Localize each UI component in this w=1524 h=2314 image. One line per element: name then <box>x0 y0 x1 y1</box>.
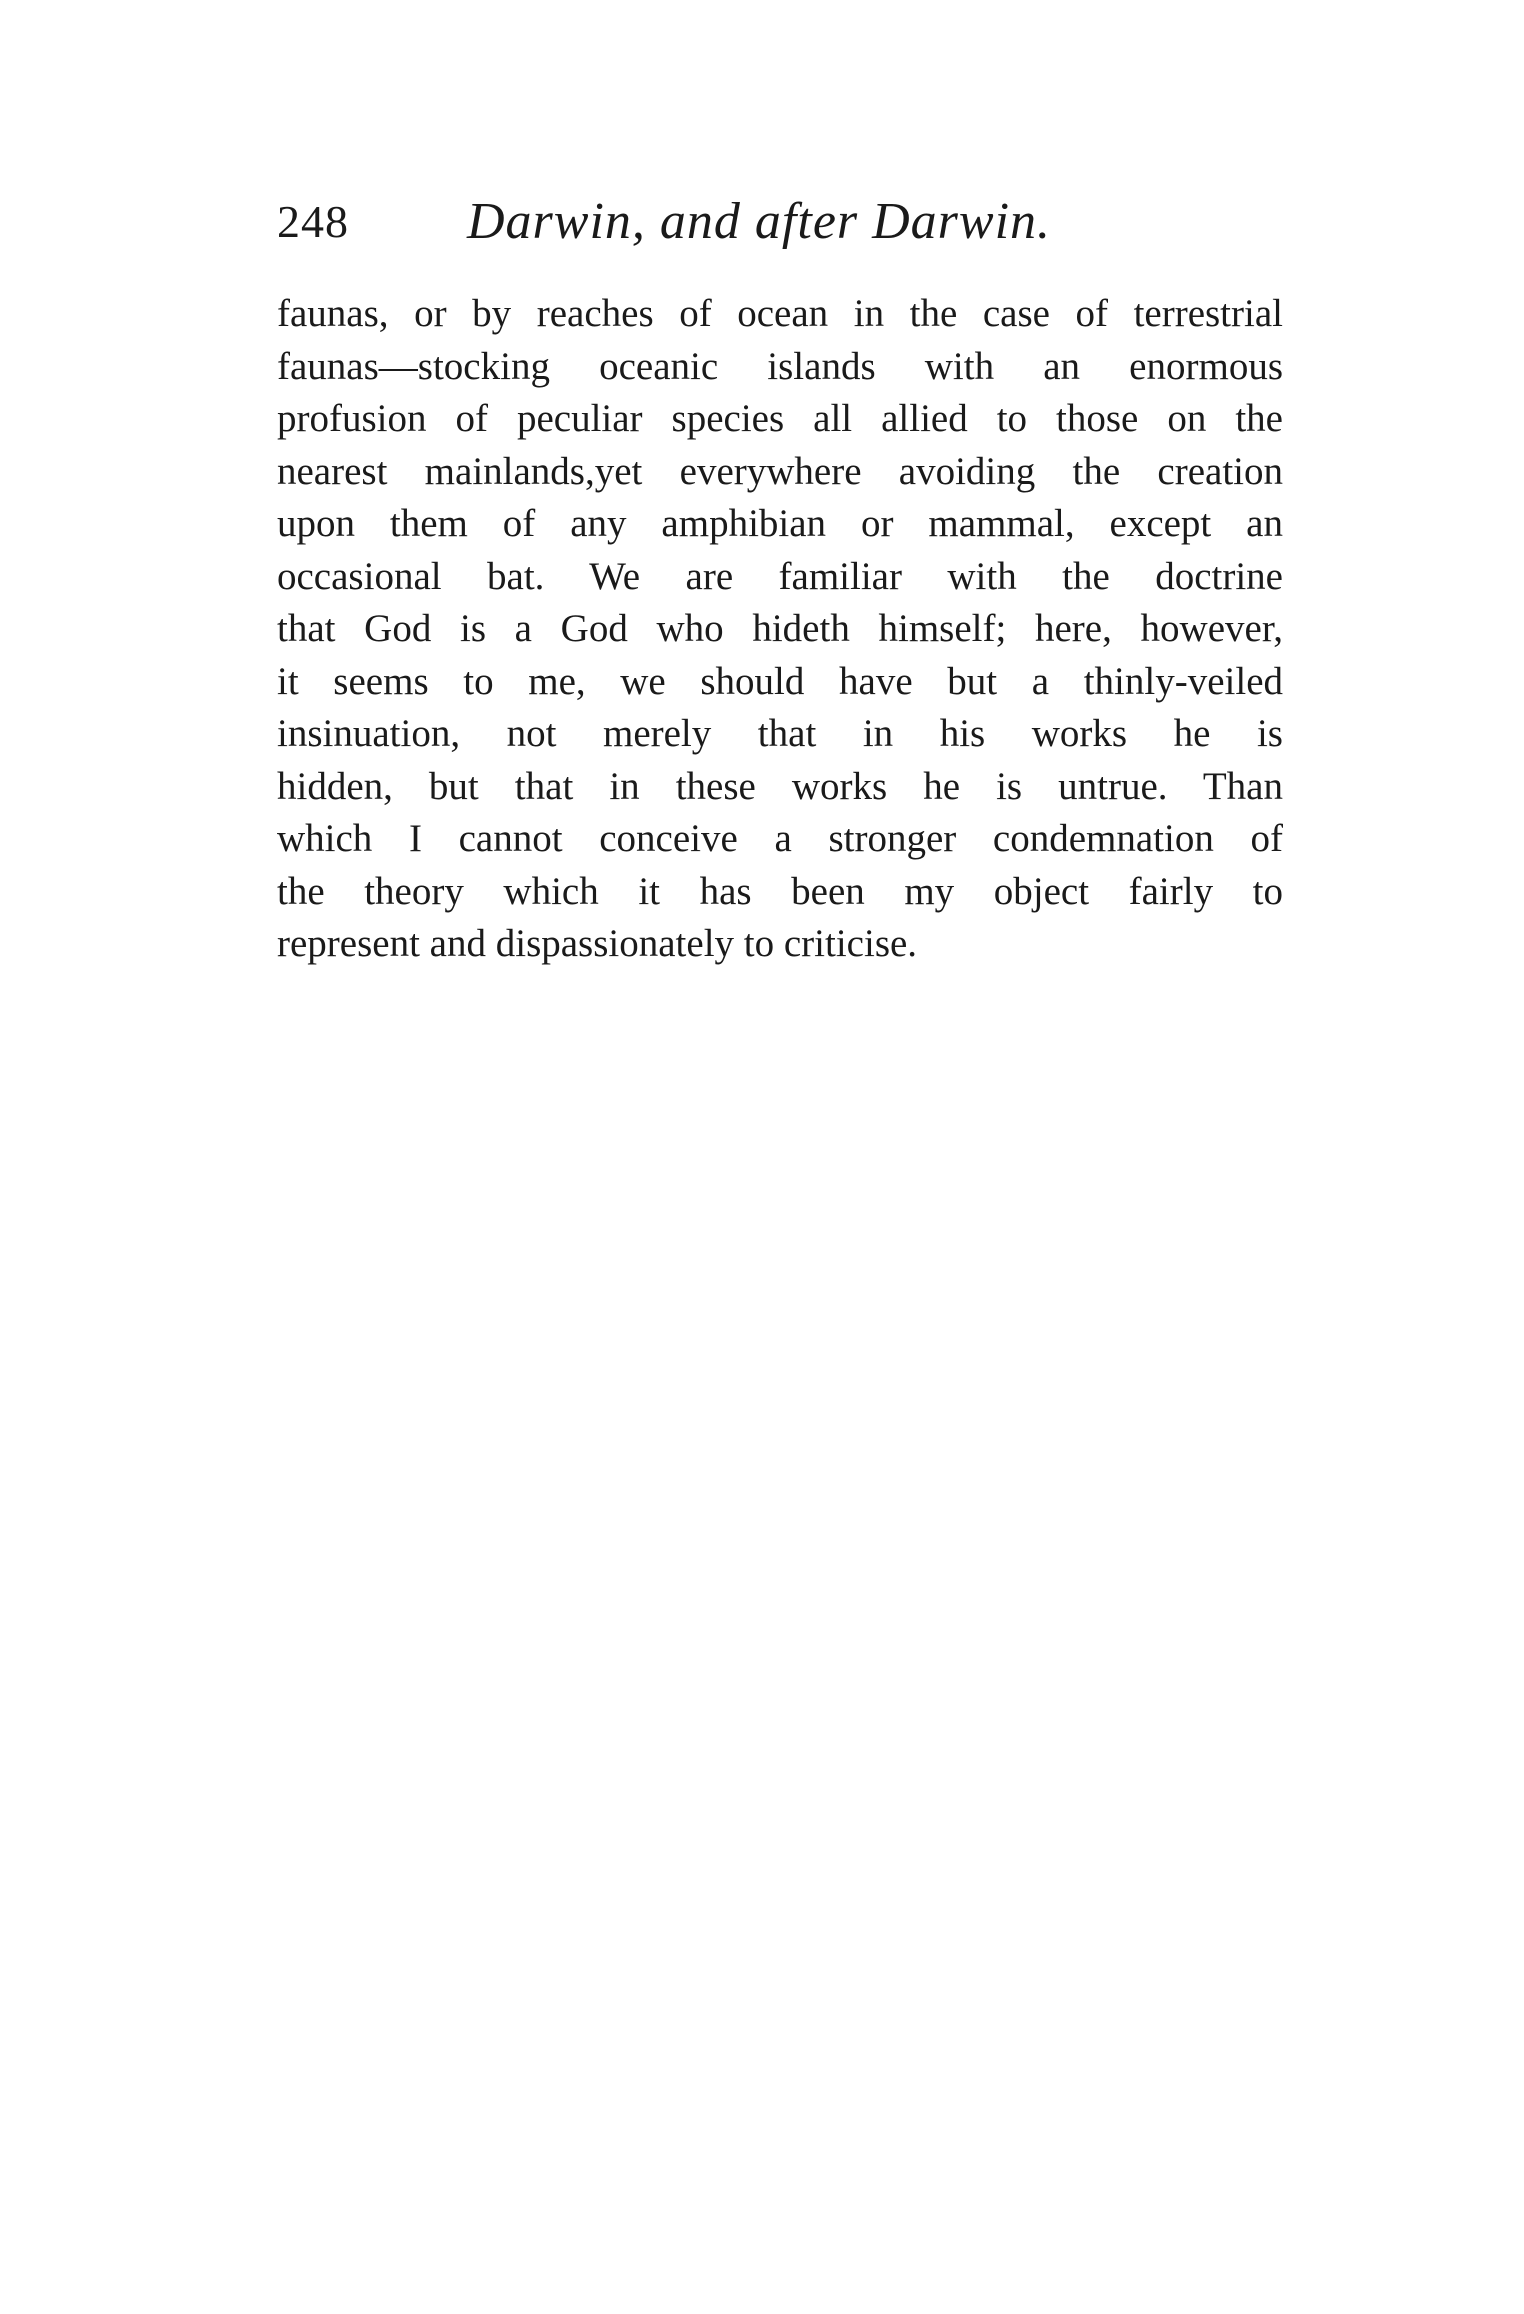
text-line: faunas—stocking oceanic islands with an enormous <box>277 344 1283 388</box>
text-line: nearest mainlands,yet everywhere avoiding the creation <box>277 449 1283 493</box>
text-line: that God is a God who hideth himself; here, however, <box>277 607 1283 650</box>
text-line: insinuation, not merely that in his works he is <box>277 712 1283 755</box>
text-line: faunas, or by reaches of ocean in the case of terrestrial <box>277 292 1283 335</box>
text-line: occasional bat. We are familiar with the doctrine <box>277 554 1283 598</box>
page-header <box>277 192 1277 252</box>
text-line: hidden, but that in these works he is untrue. Than <box>277 764 1283 808</box>
text-line: upon them of any amphibian or mammal, except an <box>277 502 1283 545</box>
text-line: represent and dispassionately to criticise. <box>277 922 918 965</box>
running-title: Darwin, and after Darwin. <box>467 193 1052 250</box>
page-number: 248 <box>277 196 349 247</box>
text-line: which I cannot conceive a stronger condemnation of <box>277 817 1283 860</box>
text-line: it seems to me, we should have but a thinly-veiled <box>277 659 1283 703</box>
text-line: profusion of peculiar species all allied to those on the <box>277 397 1283 440</box>
text-line: the theory which it has been my object fairly to <box>277 869 1283 913</box>
body-text <box>277 288 1283 971</box>
